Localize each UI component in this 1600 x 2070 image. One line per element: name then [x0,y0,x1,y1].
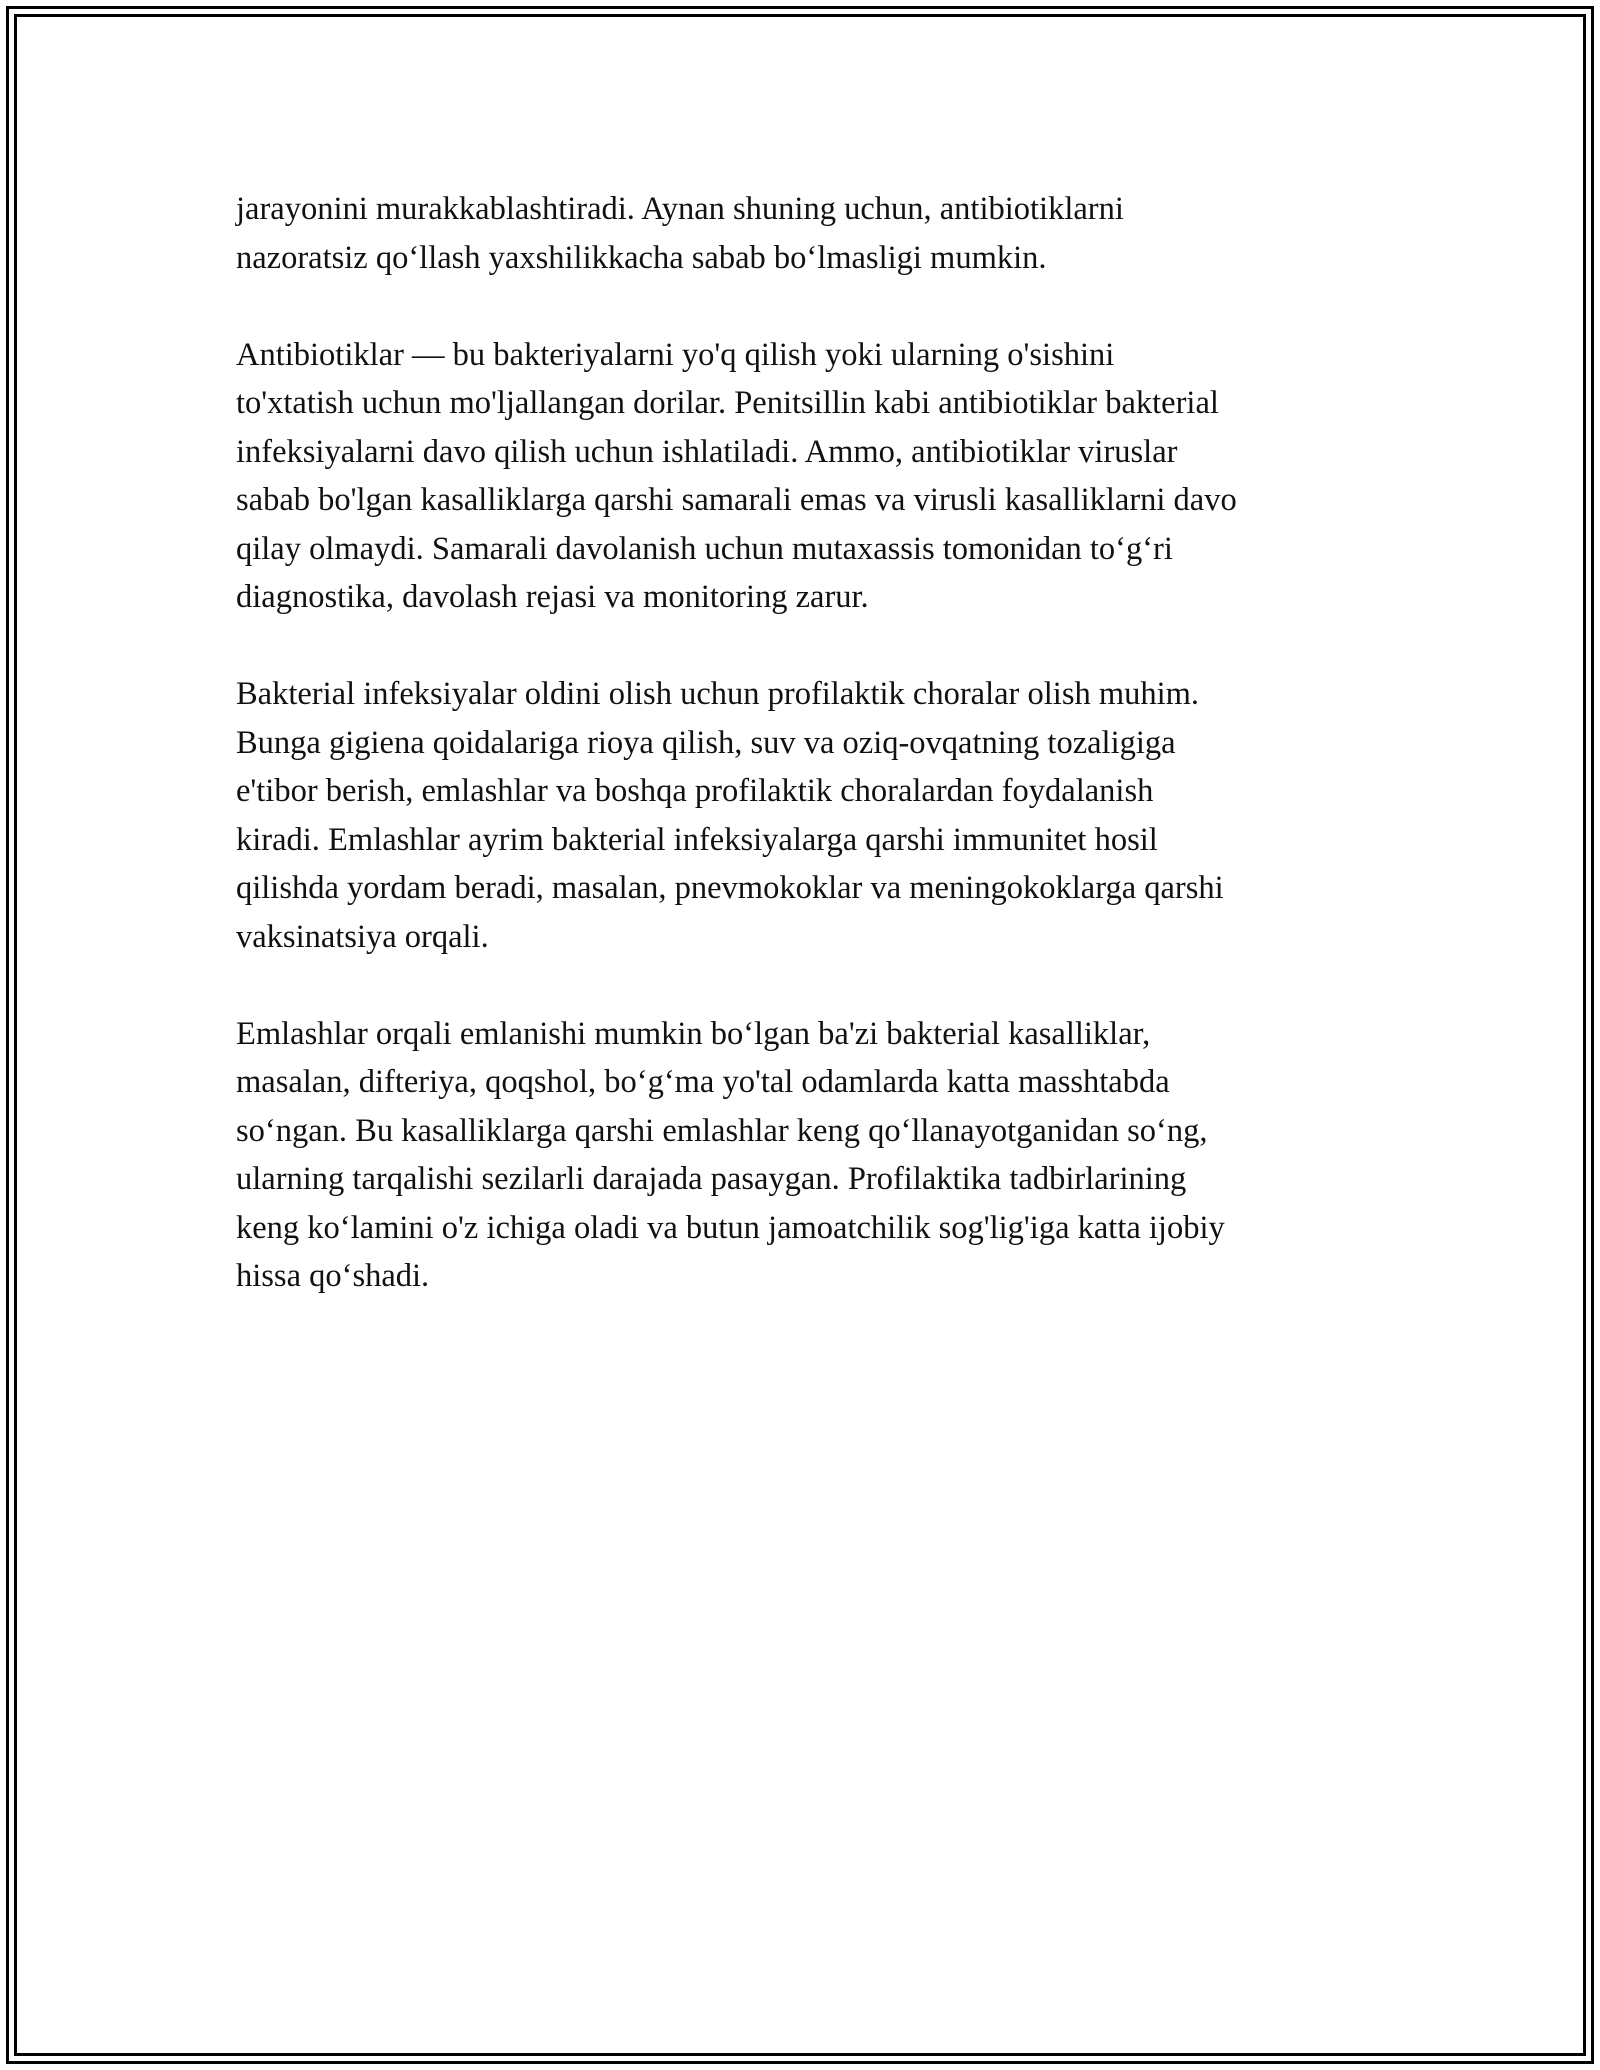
text-line: Bunga gigiena qoidalariga rioya qilish, suv va oziq-ovqatning tozaligiga [236,724,1176,761]
paragraph-3 [236,670,1386,961]
text-line: jarayonini murakkablashtiradi. Aynan shuning uchun, antibiotiklarni [236,191,1124,227]
text-line: nazoratsiz qo‘llash yaxshilikkacha sabab bo‘lmasligi mumkin. [236,239,1047,276]
text-line: hissa qo‘shadi. [236,1258,430,1294]
text-line: Bakterial infeksiyalar oldini olish uchun profilaktik choralar olish muhim. [236,676,1200,712]
text-line: qilishda yordam beradi, masalan, pnevmokoklar va meningokoklarga qarshi [236,870,1224,906]
paragraph-4 [236,1010,1386,1301]
text-line: Emlashlar orqali emlanishi mumkin bo‘lgan ba'zi bakterial kasalliklar, [236,1015,1151,1052]
text-line: to'xtatish uchun mo'ljallangan dorilar. Penitsillin kabi antibiotiklar bakterial [236,385,1219,421]
text-line: masalan, difteriya, qoqshol, bo‘g‘ma yo'tal odamlarda katta masshtabda [236,1064,1170,1100]
paragraph-1 [236,185,1386,282]
text-line: Antibiotiklar — bu bakteriyalarni yo'q qilish yoki ularning o'sishini [236,336,1115,373]
text-line: infeksiyalarni davo qilish uchun ishlatiladi. Ammo, antibiotiklar viruslar [236,433,1178,470]
document-body [236,185,1386,1349]
text-line: sabab bo'lgan kasalliklarga qarshi samarali emas va virusli kasalliklarni davo [236,482,1237,518]
paragraph-2 [236,331,1386,622]
text-line: keng ko‘lamini o'z ichiga oladi va butun jamoatchilik sog'lig'iga katta ijobiy [236,1209,1225,1246]
text-line: vaksinatsiya orqali. [236,918,489,955]
text-line: qilay olmaydi. Samarali davolanish uchun mutaxassis tomonidan to‘g‘ri [236,530,1173,567]
text-line: so‘ngan. Bu kasalliklarga qarshi emlashlar keng qo‘llanayotganidan so‘ng, [236,1112,1208,1149]
text-line: ularning tarqalishi sezilarli darajada pasaygan. Profilaktika tadbirlarining [236,1161,1187,1197]
text-line: kiradi. Emlashlar ayrim bakterial infeksiyalarga qarshi immunitet hosil [236,821,1158,858]
text-line: e'tibor berish, emlashlar va boshqa profilaktik choralardan foydalanish [236,773,1154,809]
text-line: diagnostika, davolash rejasi va monitoring zarur. [236,579,869,615]
